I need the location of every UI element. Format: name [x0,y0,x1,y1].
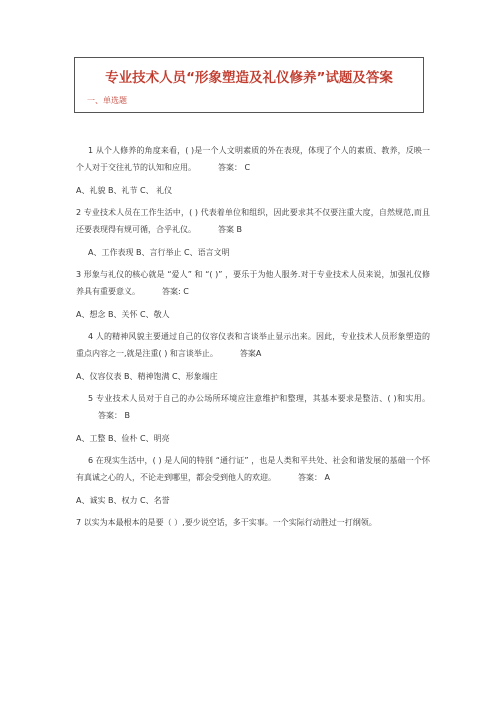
question-text: 4 人的精神风貌主要通过自己的仪容仪表和言谈举止显示出来。因此，专业技术人员形象塑造的重点内容之一,就是注重( ) 和言谈举止。 [76,332,430,358]
question-text: 7 以实为本最根本的是要（ ）,要少说空话，多干实事。一个实际行动胜过一打纲领。 [76,518,377,527]
answer-text: 答案 B [218,225,243,234]
question-text: 1 从个人修养的角度来看，( )是一个人文明素质的外在表现，体现了个人的素质、教养，反映一个人对于交往礼节的认知和应用。 [76,146,430,172]
answer-text: 答案： A [298,473,331,482]
question-text: 3 形象与礼仪的核心就是 “爱人” 和 “( )” ，要乐于为他人服务.对于专业技术人员来说，加强礼仪修养具有重要意义。 [76,270,430,296]
answer-text: 答案： B [98,411,131,420]
options-6: A、诚实 B、权力 C、名誉 [76,496,170,505]
options-1: A、礼貌 B、礼节 C、 礼仪 [76,186,173,195]
question-1 [76,142,430,176]
answer-text: 答案A [239,349,262,358]
question-7 [76,514,430,531]
options-3: A、想念 B、关怀 C、敬人 [76,310,170,319]
question-3 [76,266,430,300]
question-6 [76,452,430,486]
question-text: 2 专业技术人员在工作生活中，( ) 代表着单位和组织，因此要求其不仅要注重大度，自然规范,而且还要表现得有规可循，合乎礼仪。 [76,208,430,234]
options-5: A、工整 B、俭朴 C、明亮 [76,434,170,443]
question-text: 5 专业技术人员对于自己的办公场所环境应注意维护和整理，其基本要求是整洁、( )和实用。 [88,394,430,403]
question-list [76,142,430,537]
options-2: A、工作表现 B、言行举止 C、语言文明 [88,248,230,257]
section-heading: 一、单选题 [87,96,127,105]
answer-text: 答案: C [162,287,189,296]
question-4 [76,328,430,362]
title-box [74,57,424,113]
question-5 [76,390,430,424]
answer-text: 答案： C [218,163,251,172]
question-2 [76,204,430,238]
question-text: 6 在现实生活中，( ) 是人间的特别 “通行证” ，也是人类和平共处、社会和谐发展的基础一个怀有真诚之心的人，不论走到哪里，都会受到他人的欢迎。 [76,456,430,482]
document-title: 专业技术人员“形象塑造及礼仪修养”试题及答案 [105,70,393,86]
options-4: A、仪容仪表 B、精神饱满 C、形象端庄 [76,372,218,381]
